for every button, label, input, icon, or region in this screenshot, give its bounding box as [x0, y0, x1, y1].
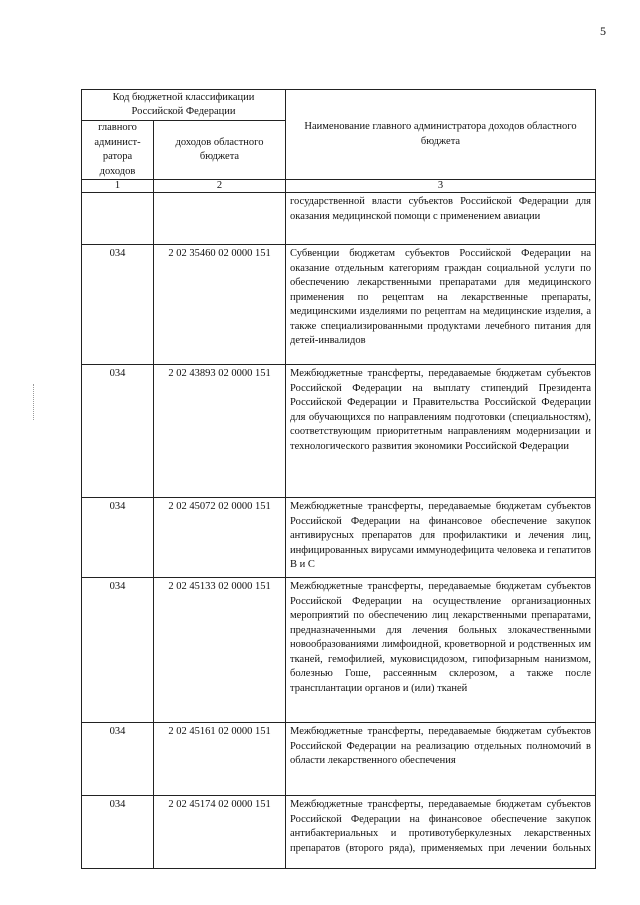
name-cell: Субвенции бюджетам субъектов Российской Федерации на оказание отдельным категориям граждан социальной услуги по обеспечению лекарственными препаратами для медицинского применения по рецептам на лекарственные препараты, медицинскими изделиями по рецептам на медицинские изделия, а также специализированными продуктами лечебного питания для детей-инвалидов: [286, 245, 596, 365]
admin-code-cell: 034: [82, 723, 154, 796]
income-code-cell: 2 02 45161 02 0000 151: [154, 723, 286, 796]
table-row: [82, 498, 596, 578]
admin-code-cell: 034: [82, 498, 154, 578]
header-name-column: Наименование главного администратора доходов областного бюджета: [286, 90, 596, 180]
admin-code-cell: [82, 193, 154, 245]
table-row: [82, 365, 596, 498]
header-number-3: 3: [286, 180, 596, 193]
header-code-group: Код бюджетной классификации Российской Федерации: [82, 90, 286, 121]
header-number-2: 2: [154, 180, 286, 193]
income-code-cell: 2 02 45072 02 0000 151: [154, 498, 286, 578]
name-cell: государственной власти субъектов Российской Федерации для оказания медицинской помощи с применением авиации: [286, 193, 596, 245]
budget-classification-table: [81, 89, 596, 869]
header-number-1: 1: [82, 180, 154, 193]
header-admin-column: главного админист-ратора доходов: [82, 121, 154, 180]
income-code-cell: 2 02 45174 02 0000 151: [154, 796, 286, 869]
table-body: [82, 193, 596, 869]
income-code-cell: 2 02 43893 02 0000 151: [154, 365, 286, 498]
income-code-cell: 2 02 45133 02 0000 151: [154, 578, 286, 723]
admin-code-cell: 034: [82, 578, 154, 723]
binding-marks: [33, 384, 36, 420]
name-cell: Межбюджетные трансферты, передаваемые бюджетам субъектов Российской Федерации на финансовое обеспечение закупок антибактериальных и противотуберкулезных лекарственных препаратов (второго ряда), применяемых при лечении больных: [286, 796, 596, 869]
admin-code-cell: 034: [82, 365, 154, 498]
table-row: [82, 245, 596, 365]
table-row: [82, 193, 596, 245]
name-cell: Межбюджетные трансферты, передаваемые бюджетам субъектов Российской Федерации на реализацию отдельных полномочий в области лекарственного обеспечения: [286, 723, 596, 796]
header-income-column: доходов областного бюджета: [154, 121, 286, 180]
income-code-cell: [154, 193, 286, 245]
name-cell: Межбюджетные трансферты, передаваемые бюджетам субъектов Российской Федерации на выплату стипендий Президента Российской Федерации и Правительства Российской Федерации для обучающихся по направлениям подготовки (специальностям), соответствующим приоритетным направлениям модернизации и технологического развития экономики Российской Федерации: [286, 365, 596, 498]
admin-code-cell: 034: [82, 796, 154, 869]
table-row: [82, 578, 596, 723]
page-number: 5: [600, 24, 606, 38]
name-cell: Межбюджетные трансферты, передаваемые бюджетам субъектов Российской Федерации на финансовое обеспечение закупок антивирусных препаратов для профилактики и лечения лиц, инфицированных вирусами иммунодефицита человека и гепатитов В и С: [286, 498, 596, 578]
table-header: [82, 90, 596, 193]
income-code-cell: 2 02 35460 02 0000 151: [154, 245, 286, 365]
admin-code-cell: 034: [82, 245, 154, 365]
name-cell: Межбюджетные трансферты, передаваемые бюджетам субъектов Российской Федерации на осуществление организационных мероприятий по обеспечению лиц лекарственными препаратами, предназначенными для лечения больных злокачественными новообразованиями лимфоидной, кроветворной и родственных им тканей, гемофилией, муковисцидозом, гипофизарным нанизмом, болезнью Гоше, рассеянным склерозом, а также после трансплантации органов и (или) тканей: [286, 578, 596, 723]
table-row: [82, 796, 596, 869]
table-row: [82, 723, 596, 796]
